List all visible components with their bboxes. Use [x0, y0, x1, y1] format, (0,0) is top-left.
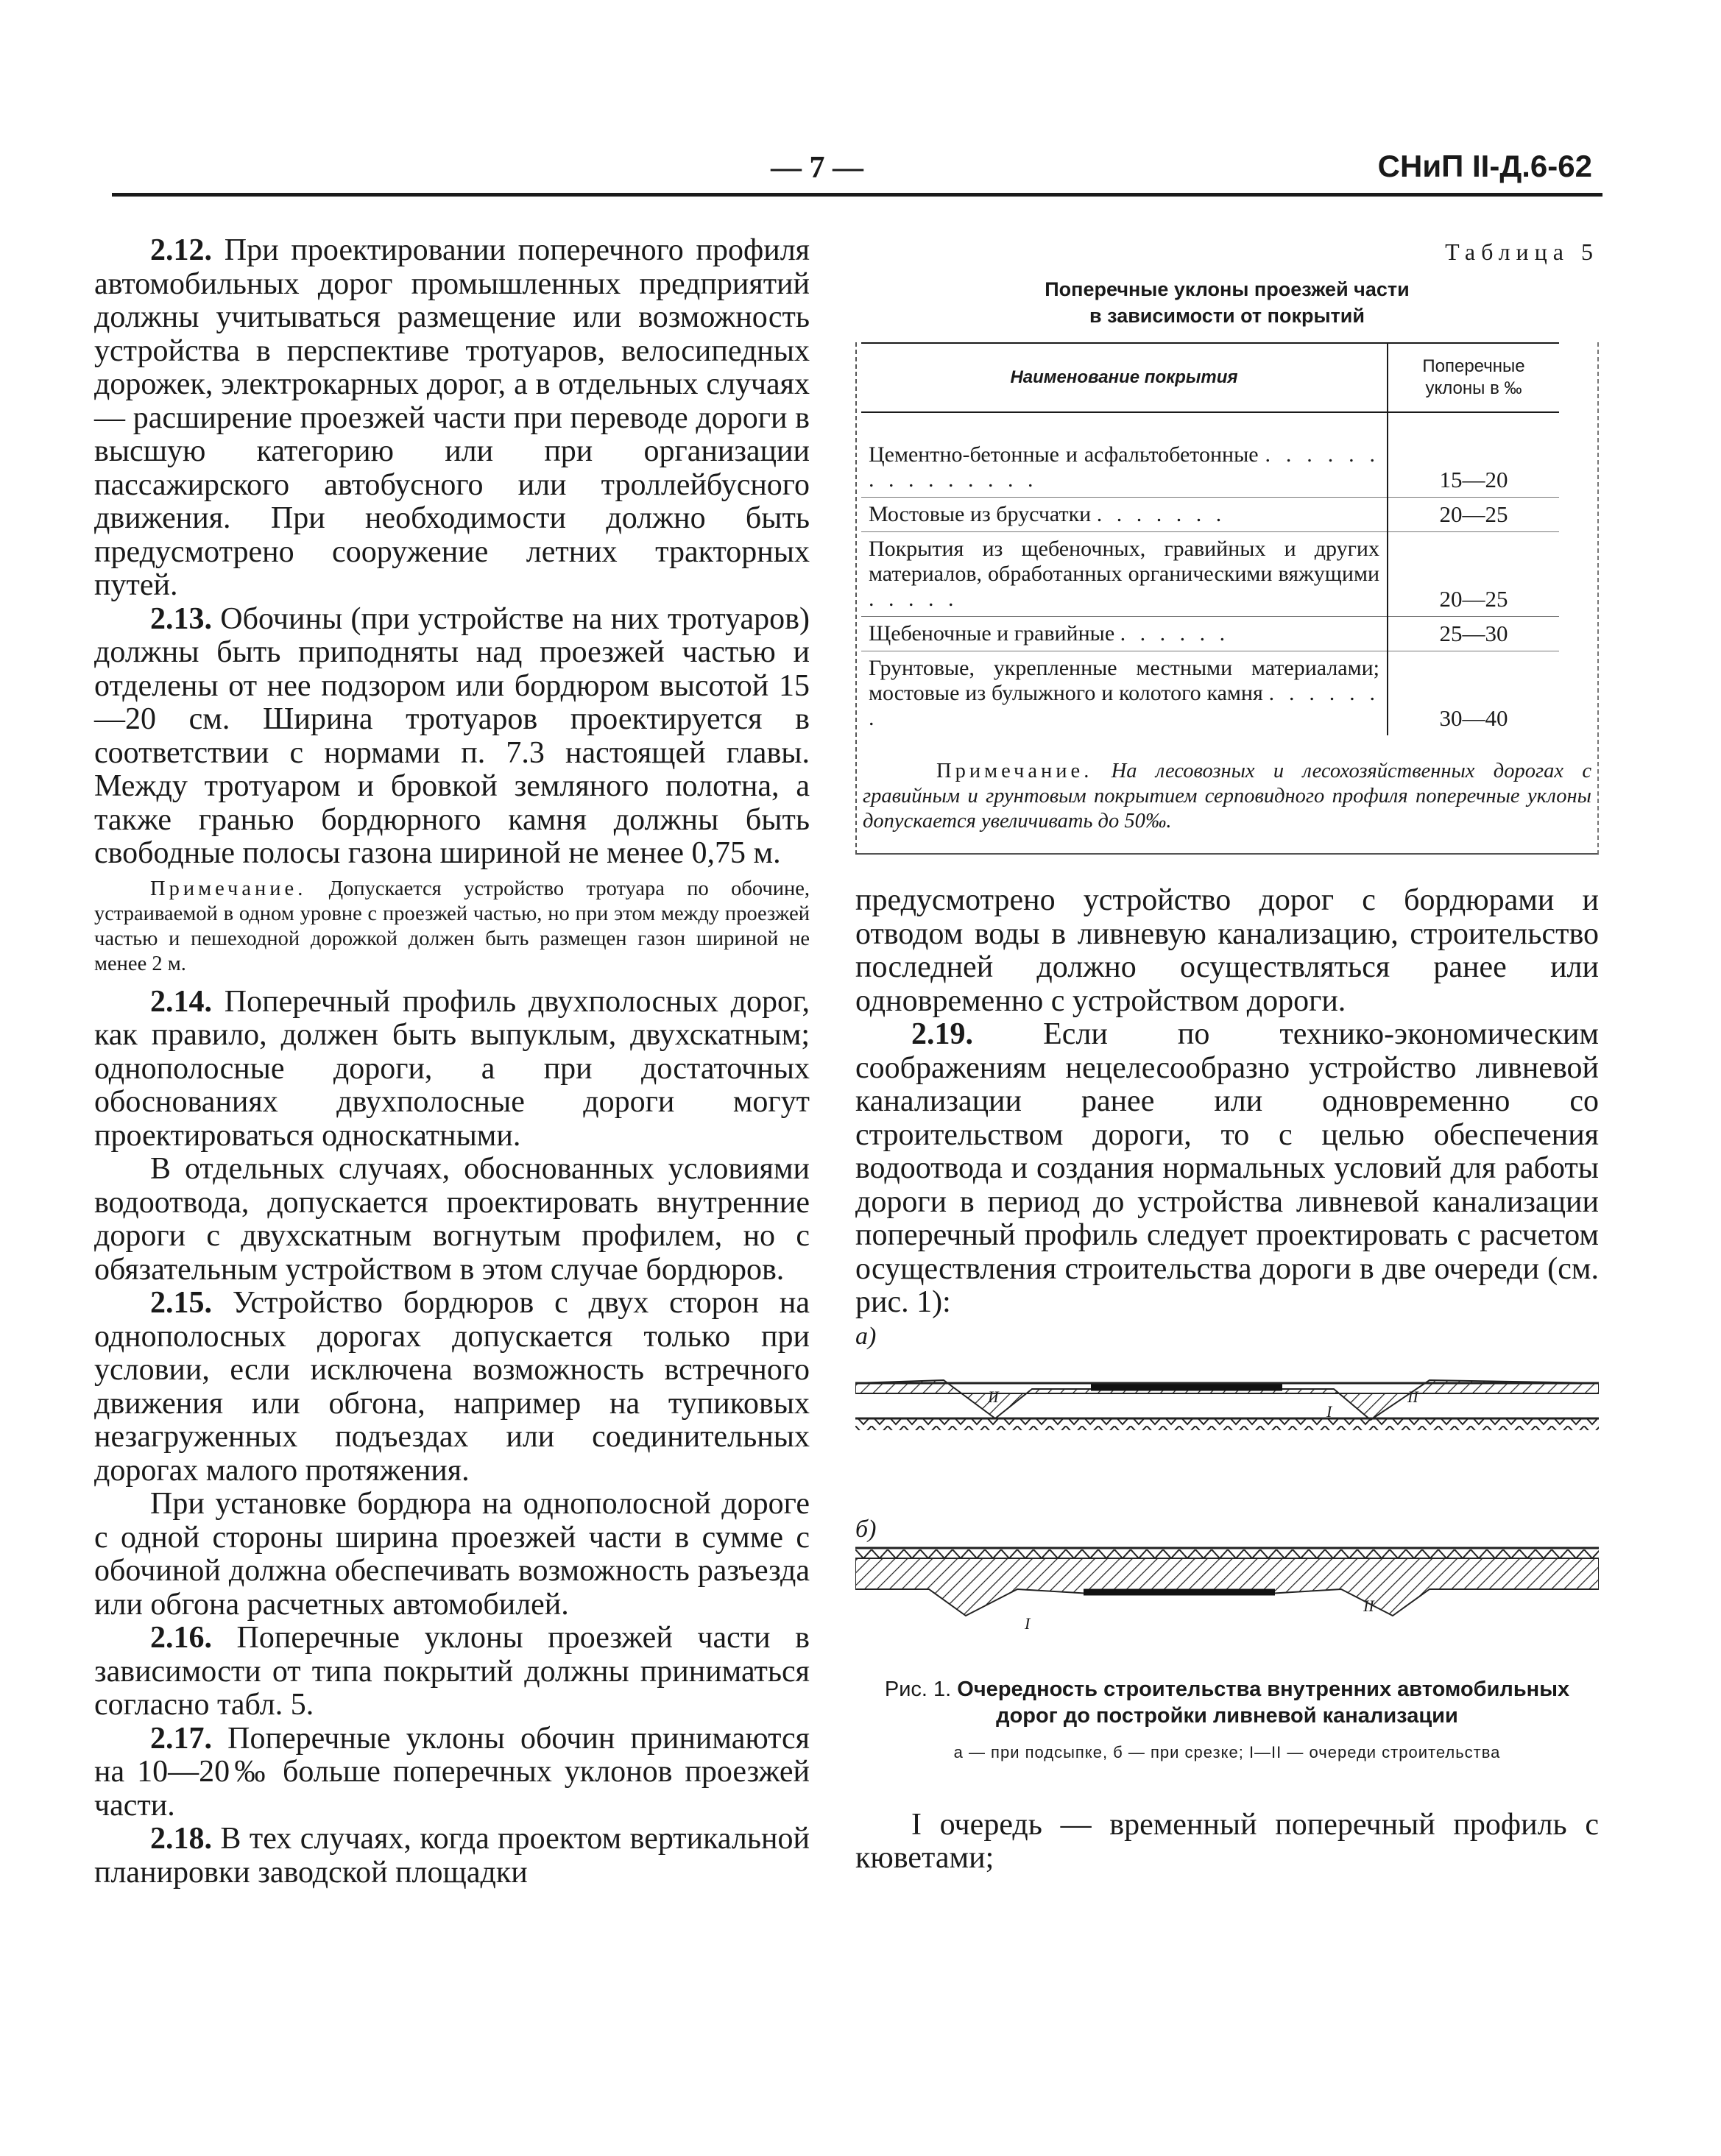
stage-mark-i: I	[1025, 1614, 1031, 1633]
table-row: Покрытия из щебеночных, гравийных и других материалов, обработанных органическими вяжущими . . . . . 20—25	[861, 532, 1559, 617]
paragraph-2-16: 2.16. Поперечные уклоны проезжей части в зависимости от типа покрытий должны приниматься согласно табл. 5.	[94, 1621, 810, 1722]
paragraph-2-18-continued: предусмотрено устройство дорог с бордюрами и отводом воды в ливневую канализацию, строительство последней должно осуществляться ранее или одновременно с устройством дороги.	[855, 883, 1599, 1018]
table-row: Грунтовые, укрепленные местными материалами; мостовые из булыжного и колотого камня . . . . . . . 30—40	[861, 651, 1559, 736]
table-header-name: Наименование покрытия	[861, 343, 1388, 412]
header-rule	[112, 193, 1602, 197]
stage-mark-ii: II	[988, 1387, 999, 1406]
figure-1	[855, 1323, 1599, 1647]
paragraph-2-15: 2.15. Устройство бордюров с двух сторон на однополосных дорогах допускается только при условии, если исключена возможность встречного движения или обгона, например на тупиковых незагруженных подъездах или соединительных дорогах малого протяжения.	[94, 1286, 810, 1488]
page-number: — 7 —	[771, 151, 863, 185]
figure-label-b: б)	[855, 1515, 877, 1543]
table-5-box	[855, 342, 1599, 855]
road-profile-diagram	[855, 1323, 1599, 1647]
paragraph-2-15-continued: При установке бордюра на однополосной дороге с одной стороны ширина проезжей части в сумме с обочиной должна обеспечивать возможность разъезда или обгона расчетных автомобилей.	[94, 1487, 810, 1622]
figure-label-a: а)	[855, 1322, 877, 1350]
figure-caption: Рис. 1. Очередность строительства внутренних автомобильных дорог до постройки ливневой канализации	[884, 1677, 1570, 1728]
table-header-slope: Поперечные уклоны в ‰	[1388, 343, 1559, 412]
table-5	[861, 342, 1559, 735]
left-column	[94, 234, 810, 1890]
note-2-13: Примечание. Допускается устройство тротуара по обочине, устраиваемой в одном уровне с проезжей частью, но при этом между проезжей частью и пешеходной дорожкой должен быть размещен газон шириной не менее 2 м.	[94, 877, 810, 975]
paragraph-2-18: 2.18. В тех случаях, когда проектом вертикальной планировки заводской площадки	[94, 1822, 810, 1890]
table-row: Щебеночные и гравийные . . . . . . 25—30	[861, 617, 1559, 651]
paragraph-2-17: 2.17. Поперечные уклоны обочин принимаются на 10—20‰ больше поперечных уклонов проезжей части.	[94, 1721, 810, 1823]
profile-a	[855, 1380, 1599, 1430]
table-caption: Таблица 5	[1445, 238, 1599, 265]
table-row: Цементно-бетонные и асфальтобетонные . . . . . . . . . . . . . . . 15—20	[861, 412, 1559, 498]
right-column	[855, 234, 1599, 1876]
profile-b	[855, 1548, 1599, 1616]
table-row: Мостовые из брусчатки . . . . . . . 20—25	[861, 498, 1559, 532]
stage-mark-ii: II	[1407, 1387, 1418, 1406]
paragraph-2-14-continued: В отдельных случаях, обоснованных условиями водоотвода, допускается проектировать внутренние дороги с двухскатным вогнутым профилем, но с обязательным устройством в этом случае бордюров.	[94, 1152, 810, 1287]
table-note: Примечание. На лесовозных и лесохозяйственных дорогах с гравийным и грунтовым покрытием серповидного профиля поперечные уклоны допускается увеличивать до 50‰.	[863, 760, 1591, 833]
stage-mark-ii: II	[1363, 1596, 1374, 1615]
paragraph-2-12: 2.12. При проектировании поперечного профиля автомобильных дорог промышленных предприятий должны учитываться размещение или возможность устройства в перспективе тротуаров, велосипедных дорожек, электрокарных дорог, а в отдельных случаях — расширение проезжей части при переводе дороги в высшую категорию или при организации пассажирского автобусного или троллейбусного движения. При необходимости должно быть предусмотрено сооружение летних тракторных путей.	[94, 233, 810, 602]
paragraph-stage-1: I очередь — временный поперечный профиль с кюветами;	[855, 1807, 1599, 1875]
paragraph-2-19: 2.19. Если по технико-экономическим соображениям нецелесообразно устройство ливневой канализации ранее или одновременно со строительством дороги, то с целью обеспечения водоотвода и создания нормальных условий для работы дороги в период до устройства ливневой канализации поперечный профиль следует проектировать с расчетом осуществления строительства дороги в две очереди (см. рис. 1):	[855, 1017, 1599, 1319]
paragraph-2-14: 2.14. Поперечный профиль двухполосных дорог, как правило, должен быть выпуклым, двухскатным; однополосные дороги, а при достаточных обоснованиях двухполосные дороги могут проектироваться односкатными.	[94, 984, 810, 1153]
document-code: СНиП II-Д.6-62	[1377, 149, 1592, 183]
stage-mark-i: I	[1326, 1402, 1332, 1421]
figure-legend: а — при подсыпке, б — при срезке; I—II — очереди строительства	[953, 1742, 1501, 1761]
paragraph-2-13: 2.13. Обочины (при устройстве на них тротуаров) должны быть приподняты над проезжей частью и отделены от нее подзором или бордюром высотой 15—20 см. Ширина тротуаров проектируется в соответствии с нормами п. 7.3 настоящей главы. Между тротуаром и бровкой земляного полотна, а также гранью бордюрного камня должны быть свободные полосы газона шириной не менее 0,75 м.	[94, 601, 810, 870]
table-title: Поперечные уклоны проезжей части в зависимости от покрытий	[1045, 278, 1410, 327]
